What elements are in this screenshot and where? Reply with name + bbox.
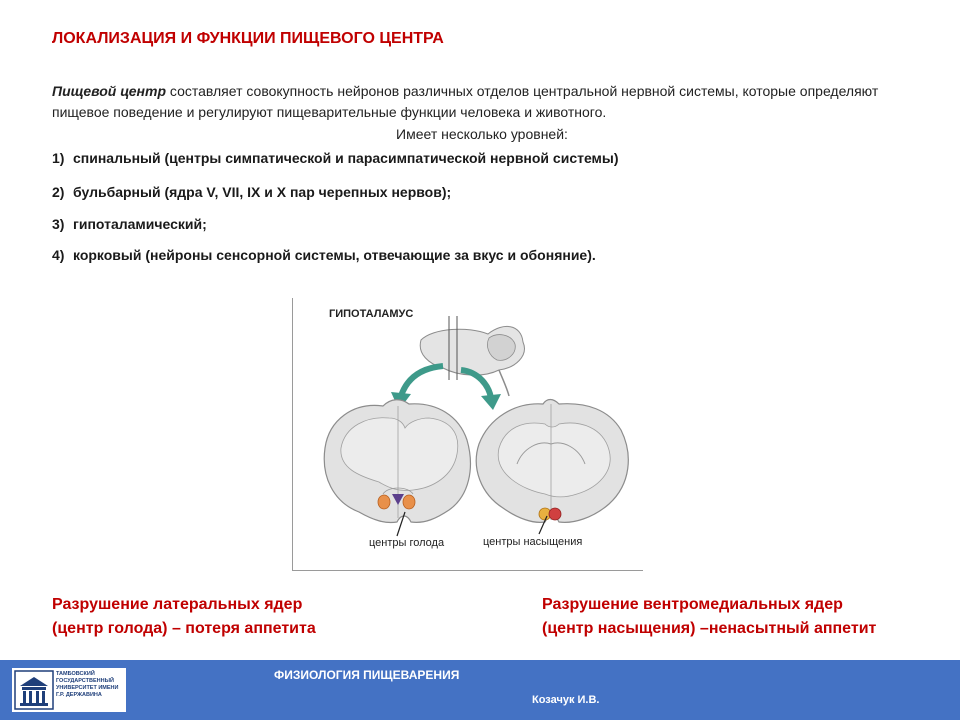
intro-term: Пищевой центр <box>52 83 167 99</box>
level-number: 1) <box>52 150 65 166</box>
logo-text: ТАМБОВСКИЙ ГОСУДАРСТВЕННЫЙ УНИВЕРСИТЕТ ИМЕНИ Г.Р. ДЕРЖАВИНА <box>56 671 119 698</box>
brain-illustration <box>293 298 643 570</box>
lateral-nucleus-right <box>403 495 415 509</box>
university-logo <box>12 668 126 712</box>
destruction-ventromedial <box>542 593 876 641</box>
intro-paragraph <box>52 81 912 123</box>
left-arrow-icon <box>401 366 443 396</box>
level-text: корковый (нейроны сенсорной системы, отвечающие за вкус и обоняние). <box>73 247 596 263</box>
slide-title: ЛОКАЛИЗАЦИЯ И ФУНКЦИИ ПИЩЕВОГО ЦЕНТРА <box>52 30 444 47</box>
label-hunger-centers: центры голода <box>369 537 445 549</box>
level-number: 2) <box>52 184 65 200</box>
intro-text: составляет совокупность нейронов различных отделов центральной нервной системы, которые определяют пищевое поведение и регулируют пищеварительные функции человека и животного. <box>52 83 879 120</box>
destruction-lateral-line1: Разрушение латеральных ядер <box>52 596 303 613</box>
level-number: 3) <box>52 216 65 232</box>
course-title: ФИЗИОЛОГИЯ ПИЩЕВАРЕНИЯ <box>274 668 460 682</box>
level-item <box>52 150 619 166</box>
footer-bar <box>0 660 960 720</box>
levels-heading: Имеет несколько уровней: <box>396 126 568 142</box>
author-name: Козачук И.В. <box>532 694 600 706</box>
right-coronal-section <box>476 400 628 535</box>
destruction-vm-line2: (центр насыщения) –ненасытный аппетит <box>542 620 877 637</box>
destruction-vm-line1: Разрушение вентромедиальных ядер <box>542 596 843 613</box>
level-item <box>52 184 451 200</box>
vmh-nucleus-right <box>549 508 561 520</box>
sagittal-brain-icon <box>420 316 524 396</box>
level-text: гипоталамический; <box>73 216 207 232</box>
university-building-icon <box>14 670 54 710</box>
level-item <box>52 216 207 232</box>
destruction-lateral <box>52 593 316 641</box>
hypothalamus-figure <box>292 298 643 571</box>
figure-title: ГИПОТАЛАМУС <box>329 308 414 320</box>
destruction-lateral-line2: (центр голода) – потеря аппетита <box>52 620 316 637</box>
level-text: спинальный (центры симпатической и парасимпатической нервной системы) <box>73 150 619 166</box>
level-number: 4) <box>52 247 65 263</box>
level-item <box>52 247 596 263</box>
label-satiety-centers: центры насыщения <box>483 536 583 548</box>
lateral-nucleus-left <box>378 495 390 509</box>
left-coronal-section <box>324 400 470 536</box>
level-text: бульбарный (ядра V, VII, IX и X пар черепных нервов); <box>73 184 452 200</box>
